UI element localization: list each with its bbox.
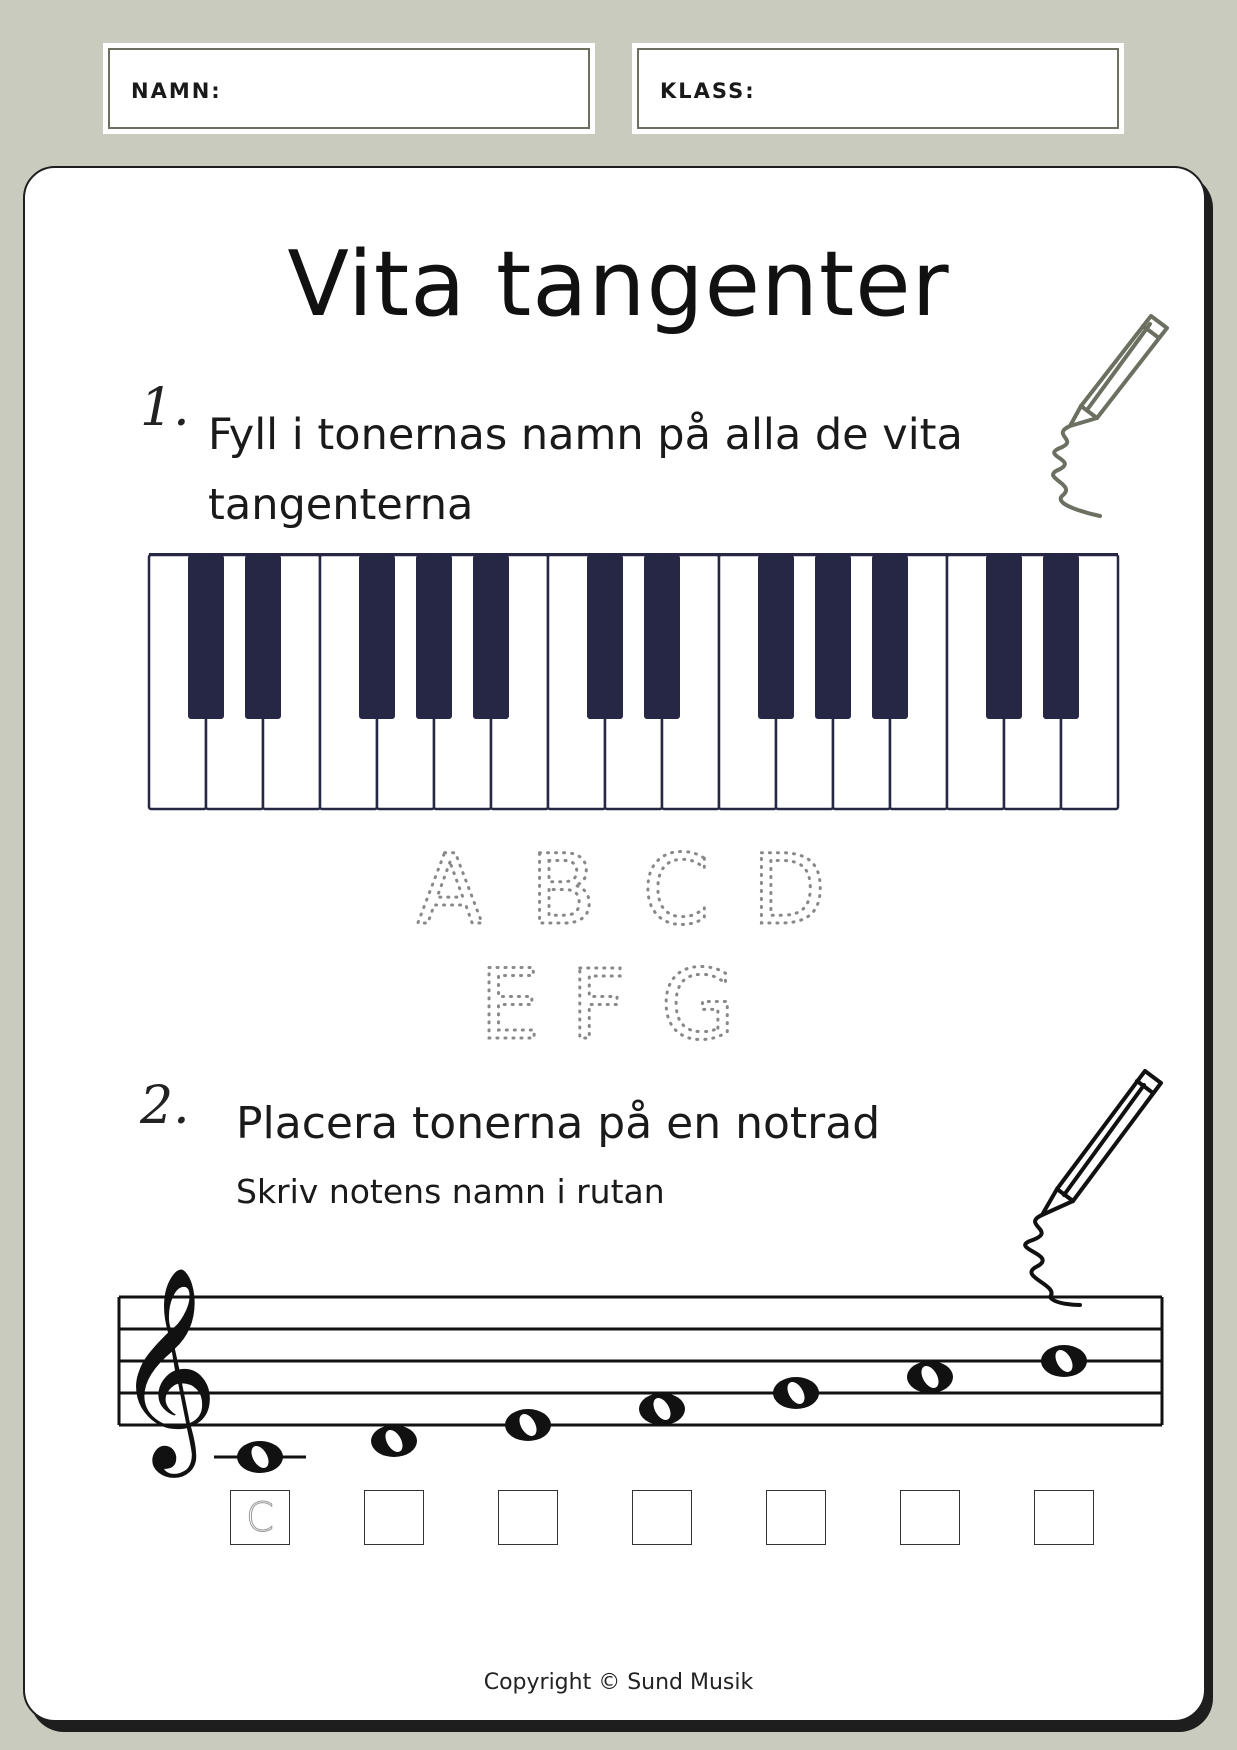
answer-box[interactable] xyxy=(498,1490,558,1545)
music-staff xyxy=(110,1255,1170,1475)
task1-text: Fyll i tonernas namn på alla de vita tangenterna xyxy=(208,410,963,530)
black-key[interactable] xyxy=(644,555,680,719)
page-title: Vita tangenter xyxy=(287,232,950,337)
dotted-letter-c: C xyxy=(642,834,710,946)
dotted-letter-b: B xyxy=(530,834,596,946)
answer-box[interactable] xyxy=(230,1490,290,1545)
answer-text: C xyxy=(246,1495,274,1541)
name-label: NAMN: xyxy=(131,79,222,103)
task2-subtext: Skriv notens namn i rutan xyxy=(236,1172,665,1211)
answer-box[interactable] xyxy=(632,1490,692,1545)
class-label: KLASS: xyxy=(660,79,756,103)
answer-box[interactable] xyxy=(900,1490,960,1545)
task1-number: 1. xyxy=(140,378,190,438)
black-key[interactable] xyxy=(1043,555,1079,719)
dotted-letter-f: F xyxy=(570,949,626,1061)
copyright: Copyright © Sund Musik xyxy=(483,1670,754,1695)
name-field[interactable] xyxy=(103,43,595,134)
answer-box[interactable] xyxy=(766,1490,826,1545)
black-key[interactable] xyxy=(986,555,1022,719)
dotted-letter-e: E xyxy=(479,949,541,1061)
black-key[interactable] xyxy=(245,555,281,719)
black-key[interactable] xyxy=(359,555,395,719)
black-key[interactable] xyxy=(416,555,452,719)
black-key[interactable] xyxy=(587,555,623,719)
piano-keyboard xyxy=(148,552,1120,810)
black-key[interactable] xyxy=(758,555,794,719)
dotted-letters xyxy=(400,834,850,1061)
dotted-letter-a: A xyxy=(417,834,483,946)
task2-text: Placera tonerna på en notrad xyxy=(236,1098,881,1149)
answer-box[interactable] xyxy=(364,1490,424,1545)
black-key[interactable] xyxy=(473,555,509,719)
dotted-letter-d: D xyxy=(752,834,826,946)
black-key[interactable] xyxy=(872,555,908,719)
pencil-icon xyxy=(1040,310,1180,530)
answer-box[interactable] xyxy=(1034,1490,1094,1545)
class-field[interactable] xyxy=(632,43,1124,134)
task2-number: 2. xyxy=(140,1076,190,1136)
dotted-letter-g: G xyxy=(660,949,736,1061)
treble-clef-icon: 𝄞 xyxy=(115,1266,219,1469)
black-key[interactable] xyxy=(815,555,851,719)
black-key[interactable] xyxy=(188,555,224,719)
